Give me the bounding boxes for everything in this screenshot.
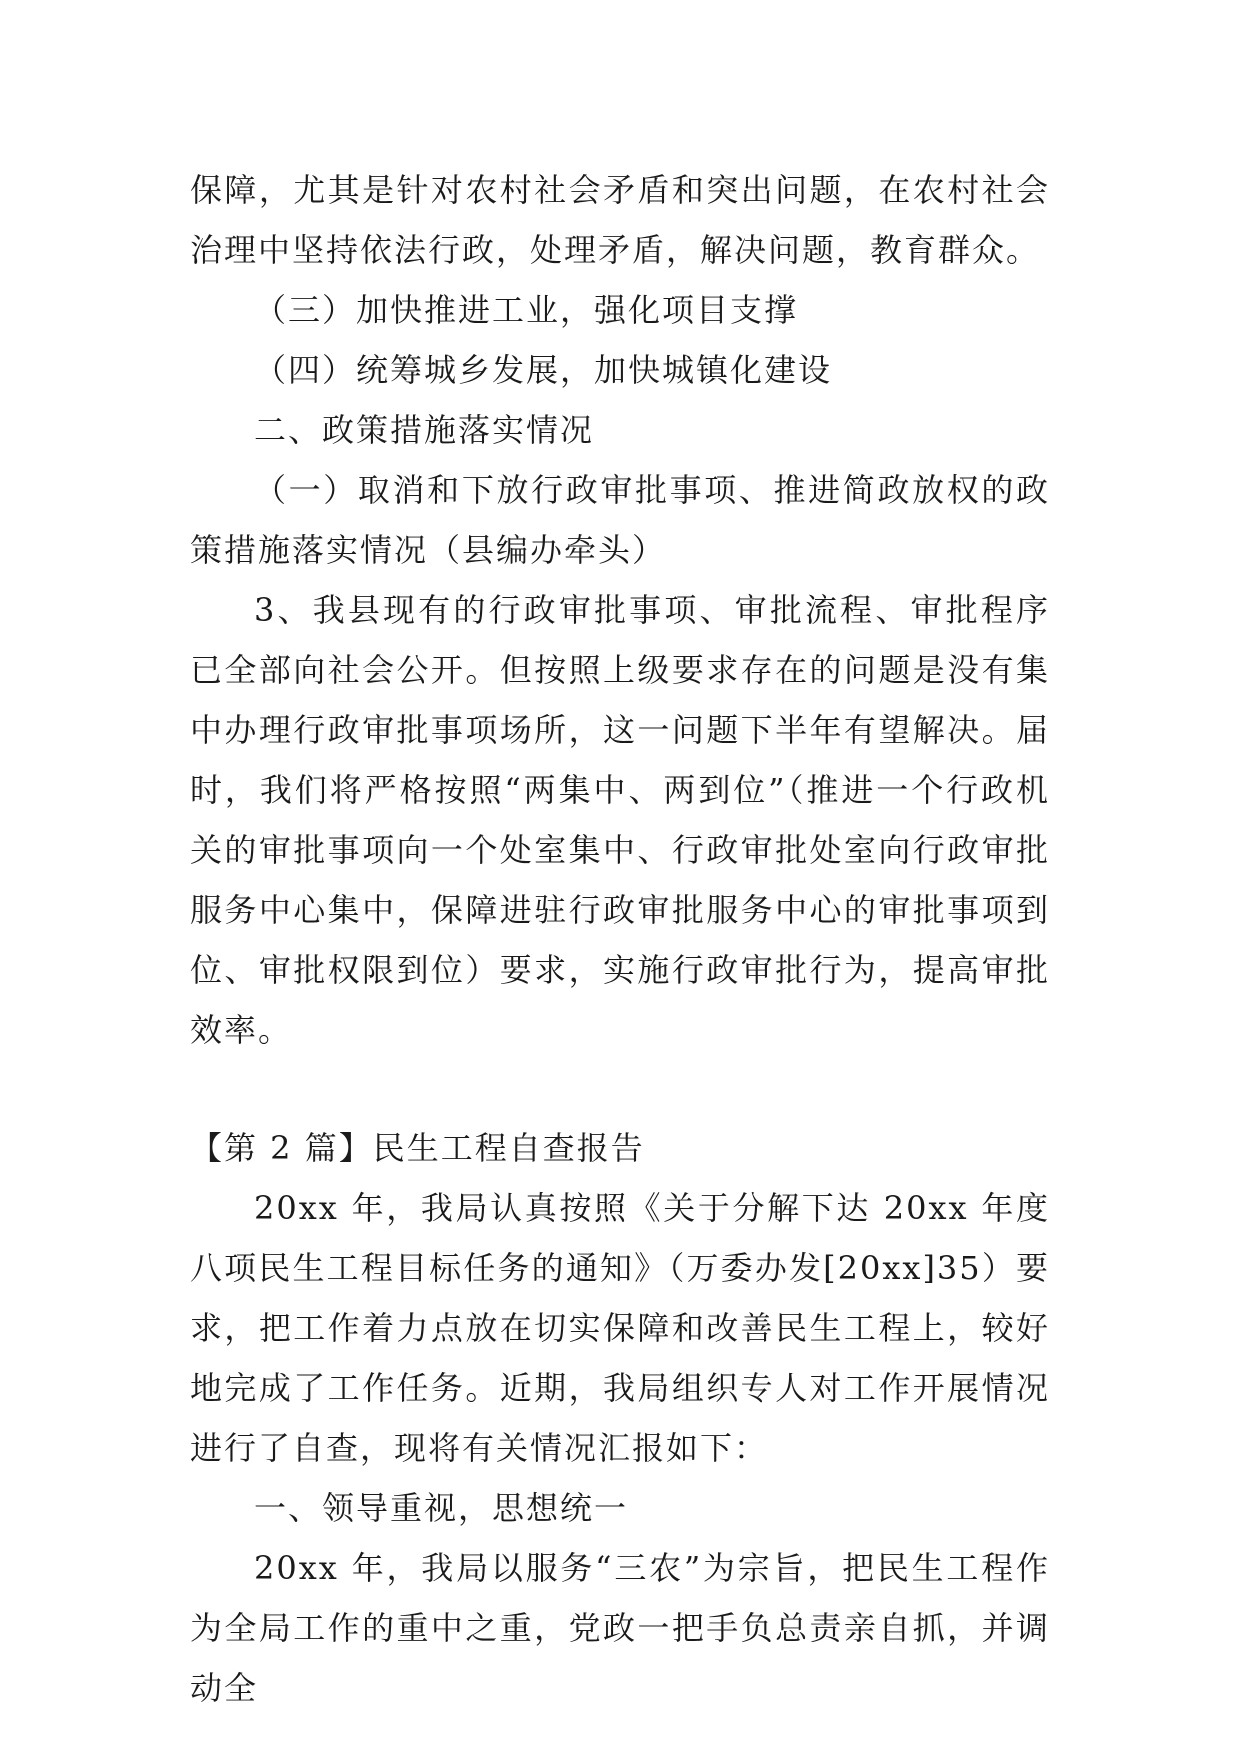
paragraph-approval: 3、我县现有的行政审批事项、审批流程、审批程序已全部向社会公开。但按照上级要求存在的问题是没有集中办理行政审批事项场所，这一问题下半年有望解决。届时，我们将严格按照“两集中、两到位”（推进一个行政机关的审批事项向一个处室集中、行政审批处室向行政审批服务中心集中，保障进驻行政审批服务中心的审批事项到位、审批权限到位）要求，实施行政审批行为，提高审批效率。 bbox=[190, 591, 1050, 1049]
section-heading-one: 一、领导重视，思想统一 bbox=[254, 1489, 629, 1527]
paragraph-intro: 20xx 年，我局认真按照《关于分解下达 20xx 年度八项民生工程目标任务的通知》（万委办发[20xx]35）要求，把工作着力点放在切实保障和改善民生工程上，较好地完成了工作任务。近期，我局组织专人对工作开展情况进行了自查，现将有关情况汇报如下： bbox=[190, 1189, 1050, 1467]
subheading-three: （三）加快推进工业，强化项目支撑 bbox=[254, 291, 799, 329]
subheading-four: （四）统筹城乡发展，加快城镇化建设 bbox=[254, 351, 833, 389]
document-body bbox=[190, 160, 1050, 1718]
section-heading-two: 二、政策措施落实情况 bbox=[254, 411, 595, 449]
paragraph-continuation: 保障，尤其是针对农村社会矛盾和突出问题，在农村社会治理中坚持依法行政，处理矛盾，解决问题，教育群众。 bbox=[190, 171, 1050, 269]
paragraph-leadership: 20xx 年，我局以服务“三农”为宗旨，把民生工程作为全局工作的重中之重，党政一把手负总责亲自抓，并调动全 bbox=[190, 1549, 1050, 1707]
subheading-one: （一）取消和下放行政审批事项、推进简政放权的政策措施落实情况（县编办牵头） bbox=[190, 471, 1050, 569]
article-title: 【第 2 篇】民生工程自查报告 bbox=[190, 1129, 645, 1167]
